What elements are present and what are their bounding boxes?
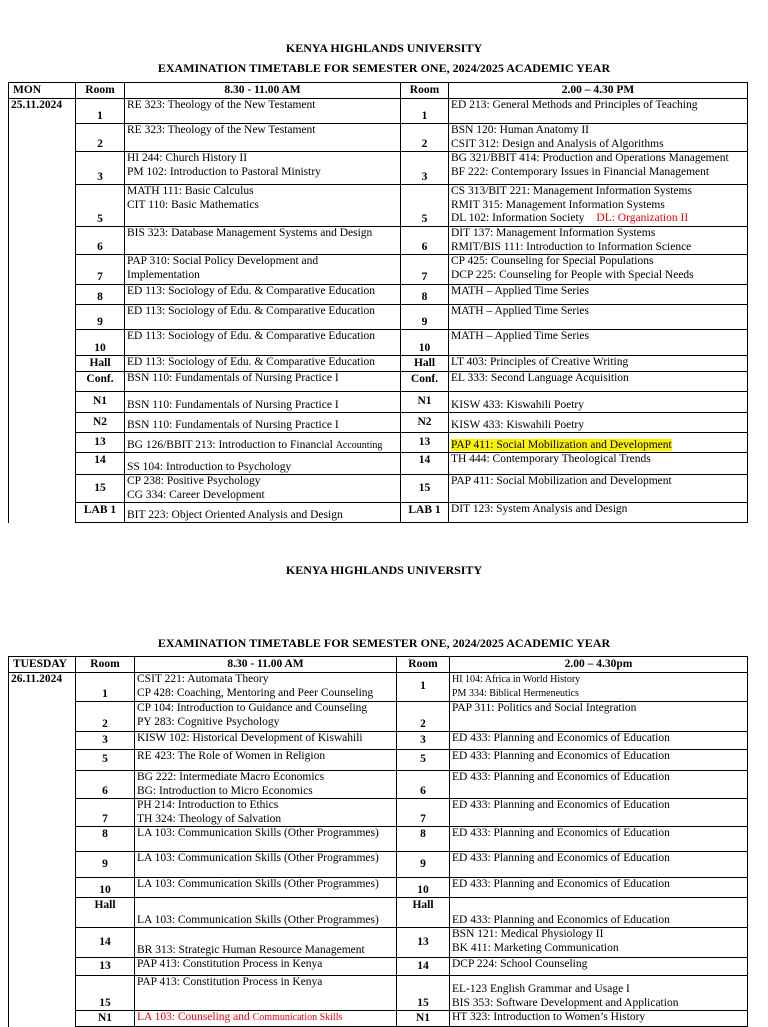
room-cell: 6 bbox=[76, 771, 135, 799]
table-row bbox=[9, 976, 748, 1011]
table-row bbox=[9, 673, 748, 702]
room-cell: 10 bbox=[397, 878, 450, 898]
room-cell: 5 bbox=[76, 750, 135, 771]
room-cell: Hall bbox=[397, 898, 450, 928]
room-cell: 3 bbox=[76, 732, 135, 750]
table-row bbox=[9, 750, 748, 771]
room-cell: 9 bbox=[76, 305, 125, 330]
course-cell: RE 323: Theology of the New Testament bbox=[125, 124, 401, 152]
table-row bbox=[9, 413, 748, 433]
am-session-header: 8.30 - 11.00 AM bbox=[135, 657, 397, 673]
table-row bbox=[9, 185, 748, 227]
course-cell: EL-123 English Grammar and Usage I BIS 353: Software Development and Application bbox=[450, 976, 748, 1011]
table-row bbox=[9, 958, 748, 976]
room-cell: N1 bbox=[76, 392, 125, 413]
room-cell: 13 bbox=[76, 433, 125, 453]
course-cell: BSN 110: Fundamentals of Nursing Practice I bbox=[125, 372, 401, 392]
course-cell: ED 113: Sociology of Edu. & Comparative Education bbox=[125, 285, 401, 305]
room-cell: 15 bbox=[76, 976, 135, 1011]
course-cell: BSN 110: Fundamentals of Nursing Practice I bbox=[125, 413, 401, 433]
am-session-header: 8.30 - 11.00 AM bbox=[125, 83, 401, 99]
table-row bbox=[9, 852, 748, 878]
course-cell: ED 113: Sociology of Edu. & Comparative Education bbox=[125, 356, 401, 372]
course-cell: EL 333: Second Language Acquisition bbox=[449, 372, 748, 392]
room-cell: Hall bbox=[76, 356, 125, 372]
course-cell: KISW 433: Kiswahili Poetry bbox=[449, 392, 748, 413]
course-cell: CP 425: Counseling for Special Populations DCP 225: Counseling for People with Special Needs bbox=[449, 255, 748, 285]
course-cell: MATH – Applied Time Series bbox=[449, 285, 748, 305]
table-row bbox=[9, 330, 748, 356]
room-cell: 10 bbox=[401, 330, 449, 356]
table-row bbox=[9, 372, 748, 392]
course-cell: ED 433: Planning and Economics of Education bbox=[450, 799, 748, 827]
room-cell: 5 bbox=[397, 750, 450, 771]
room-cell: 6 bbox=[397, 771, 450, 799]
course-cell: BSN 121: Medical Physiology II BK 411: Marketing Communication bbox=[450, 928, 748, 958]
course-cell: HI 104: Africa in World History PM 334: Biblical Hermeneutics bbox=[450, 673, 748, 702]
room-cell: Conf. bbox=[76, 372, 125, 392]
room-cell: 9 bbox=[397, 852, 450, 878]
table-row bbox=[9, 255, 748, 285]
room-cell: LAB 1 bbox=[76, 503, 125, 523]
room-cell: 2 bbox=[76, 124, 125, 152]
room-header: Room bbox=[397, 657, 450, 673]
pm-session-header: 2.00 – 4.30pm bbox=[450, 657, 748, 673]
table-row bbox=[9, 503, 748, 523]
room-cell: 13 bbox=[76, 958, 135, 976]
table-row bbox=[9, 99, 748, 124]
room-cell: Hall bbox=[76, 898, 135, 928]
room-cell: 2 bbox=[401, 124, 449, 152]
course-cell: BIS 323: Database Management Systems and Design bbox=[125, 227, 401, 255]
course-cell: PAP 310: Social Policy Development and Implementation bbox=[125, 255, 401, 285]
room-cell: 7 bbox=[76, 255, 125, 285]
date-cell: 25.11.2024 bbox=[9, 99, 76, 523]
course-cell: ED 433: Planning and Economics of Education bbox=[450, 898, 748, 928]
room-header: Room bbox=[76, 83, 125, 99]
room-cell: 15 bbox=[76, 475, 125, 503]
course-cell: ED 113: Sociology of Edu. & Comparative Education bbox=[125, 305, 401, 330]
table-row bbox=[9, 878, 748, 898]
table-row bbox=[9, 227, 748, 255]
course-cell: BR 313: Strategic Human Resource Management bbox=[135, 928, 397, 958]
table-row bbox=[9, 124, 748, 152]
room-cell: 7 bbox=[401, 255, 449, 285]
red-note: LA 103: Counseling and Communication Skills bbox=[137, 1011, 343, 1023]
room-cell: 14 bbox=[76, 453, 125, 475]
course-cell: DIT 123: System Analysis and Design bbox=[449, 503, 748, 523]
course-cell: SS 104: Introduction to Psychology bbox=[125, 453, 401, 475]
university-title: KENYA HIGHLANDS UNIVERSITY bbox=[285, 563, 483, 577]
course-cell: LA 103: Communication Skills (Other Programmes) bbox=[135, 898, 397, 928]
pm-session-header: 2.00 – 4.30 PM bbox=[449, 83, 748, 99]
course-cell: MATH – Applied Time Series bbox=[449, 305, 748, 330]
university-title: KENYA HIGHLANDS UNIVERSITY bbox=[285, 41, 483, 55]
course-cell: BSN 110: Fundamentals of Nursing Practice I bbox=[125, 392, 401, 413]
course-cell: PAP 413: Constitution Process in Kenya bbox=[135, 958, 397, 976]
timetable-title: EXAMINATION TIMETABLE FOR SEMESTER ONE, 2024/2025 ACADEMIC YEAR bbox=[157, 61, 611, 75]
table-row bbox=[9, 827, 748, 852]
tuesday-timetable bbox=[8, 656, 748, 1027]
table-row bbox=[9, 771, 748, 799]
room-cell: 2 bbox=[76, 702, 135, 732]
room-cell: 1 bbox=[401, 99, 449, 124]
room-cell: 14 bbox=[401, 453, 449, 475]
table-row bbox=[9, 285, 748, 305]
table-row bbox=[9, 305, 748, 330]
table-row bbox=[9, 392, 748, 413]
room-cell: LAB 1 bbox=[401, 503, 449, 523]
course-cell: BSN 120: Human Anatomy II CSIT 312: Design and Analysis of Algorithms bbox=[449, 124, 748, 152]
course-cell bbox=[449, 433, 748, 453]
room-cell: 9 bbox=[401, 305, 449, 330]
course-cell: HI 244: Church History II PM 102: Introduction to Pastoral Ministry bbox=[125, 152, 401, 185]
course-cell: CSIT 221: Automata Theory CP 428: Coaching, Mentoring and Peer Counseling bbox=[135, 673, 397, 702]
room-cell: 7 bbox=[76, 799, 135, 827]
date-cell: 26.11.2024 bbox=[9, 673, 76, 1027]
course-cell: TH 444: Contemporary Theological Trends bbox=[449, 453, 748, 475]
room-cell: N1 bbox=[397, 1011, 450, 1027]
course-cell: LA 103: Communication Skills (Other Programmes) bbox=[135, 852, 397, 878]
course-cell: KISW 433: Kiswahili Poetry bbox=[449, 413, 748, 433]
room-cell: 1 bbox=[76, 99, 125, 124]
room-cell: 14 bbox=[397, 958, 450, 976]
red-note: DL: Organization II bbox=[596, 212, 689, 224]
room-cell: 6 bbox=[76, 227, 125, 255]
monday-timetable bbox=[8, 82, 748, 523]
course-cell: CP 104: Introduction to Guidance and Counseling PY 283: Cognitive Psychology bbox=[135, 702, 397, 732]
room-cell: Conf. bbox=[401, 372, 449, 392]
course-cell: RE 423: The Role of Women in Religion bbox=[135, 750, 397, 771]
day-header: MON bbox=[9, 83, 76, 99]
room-cell: 8 bbox=[401, 285, 449, 305]
course-cell: BG 126/BBIT 213: Introduction to Financial Accounting bbox=[125, 433, 401, 453]
room-cell: N2 bbox=[76, 413, 125, 433]
room-header: Room bbox=[401, 83, 449, 99]
room-cell: 9 bbox=[76, 852, 135, 878]
course-cell: LA 103: Communication Skills (Other Programmes) bbox=[135, 827, 397, 852]
room-cell: N1 bbox=[76, 1011, 135, 1027]
course-cell: ED 433: Planning and Economics of Education bbox=[450, 827, 748, 852]
course-cell: ED 433: Planning and Economics of Education bbox=[450, 878, 748, 898]
course-cell: ED 213: General Methods and Principles of Teaching bbox=[449, 99, 748, 124]
course-cell: ED 433: Planning and Economics of Education bbox=[450, 771, 748, 799]
course-cell: ED 113: Sociology of Edu. & Comparative Education bbox=[125, 330, 401, 356]
highlighted-course: PAP 411: Social Mobilization and Development bbox=[451, 438, 672, 451]
room-cell: N1 bbox=[401, 392, 449, 413]
day-header: TUESDAY bbox=[9, 657, 76, 673]
course-cell bbox=[135, 1011, 397, 1027]
course-cell: MATH 111: Basic Calculus CIT 110: Basic Mathematics bbox=[125, 185, 401, 227]
room-cell: 1 bbox=[76, 673, 135, 702]
table-row bbox=[9, 928, 748, 958]
room-cell: 1 bbox=[397, 673, 450, 702]
course-cell: PH 214: Introduction to Ethics TH 324: Theology of Salvation bbox=[135, 799, 397, 827]
course-cell: DCP 224: School Counseling bbox=[450, 958, 748, 976]
course-cell: KISW 102: Historical Development of Kiswahili bbox=[135, 732, 397, 750]
room-cell: 2 bbox=[397, 702, 450, 732]
course-cell: ED 433: Planning and Economics of Education bbox=[450, 852, 748, 878]
room-cell: 15 bbox=[397, 976, 450, 1011]
course-cell: CP 238: Positive Psychology CG 334: Career Development bbox=[125, 475, 401, 503]
course-cell: RE 323: Theology of the New Testament bbox=[125, 99, 401, 124]
table-row bbox=[9, 453, 748, 475]
room-cell: 14 bbox=[76, 928, 135, 958]
table-row bbox=[9, 898, 748, 928]
course-cell: BG 222: Intermediate Macro Economics BG: Introduction to Micro Economics bbox=[135, 771, 397, 799]
table-row bbox=[9, 433, 748, 453]
table-row bbox=[9, 475, 748, 503]
room-cell: 3 bbox=[401, 152, 449, 185]
table-row bbox=[9, 732, 748, 750]
room-cell: 7 bbox=[397, 799, 450, 827]
course-cell: ED 433: Planning and Economics of Education bbox=[450, 750, 748, 771]
course-cell: DIT 137: Management Information Systems RMIT/BIS 111: Introduction to Information Science bbox=[449, 227, 748, 255]
room-cell: 3 bbox=[76, 152, 125, 185]
room-cell: 8 bbox=[76, 827, 135, 852]
room-cell: Hall bbox=[401, 356, 449, 372]
room-cell: 15 bbox=[401, 475, 449, 503]
course-cell: PAP 413: Constitution Process in Kenya bbox=[135, 976, 397, 1011]
course-cell: PAP 411: Social Mobilization and Development bbox=[449, 475, 748, 503]
room-cell: 8 bbox=[397, 827, 450, 852]
room-cell: 3 bbox=[397, 732, 450, 750]
room-cell: 13 bbox=[397, 928, 450, 958]
table-row bbox=[9, 356, 748, 372]
course-cell: BG 321/BBIT 414: Production and Operations Management BF 222: Contemporary Issues in Financial Management bbox=[449, 152, 748, 185]
course-cell: BIT 223: Object Oriented Analysis and Design bbox=[125, 503, 401, 523]
course-cell: ED 433: Planning and Economics of Education bbox=[450, 732, 748, 750]
table-row bbox=[9, 799, 748, 827]
room-cell: 5 bbox=[76, 185, 125, 227]
timetable-title: EXAMINATION TIMETABLE FOR SEMESTER ONE, 2024/2025 ACADEMIC YEAR bbox=[157, 636, 611, 650]
room-cell: 10 bbox=[76, 330, 125, 356]
course-cell: LT 403: Principles of Creative Writing bbox=[449, 356, 748, 372]
room-cell: 10 bbox=[76, 878, 135, 898]
room-cell: 6 bbox=[401, 227, 449, 255]
course-cell: LA 103: Communication Skills (Other Programmes) bbox=[135, 878, 397, 898]
course-cell: MATH – Applied Time Series bbox=[449, 330, 748, 356]
course-cell: CS 313/BIT 221: Management Information Systems RMIT 315: Management Information Systems DL 102: Information Society DL: Organization II bbox=[449, 185, 748, 227]
table-row bbox=[9, 152, 748, 185]
table-row bbox=[9, 702, 748, 732]
course-cell: HT 323: Introduction to Women’s History bbox=[450, 1011, 748, 1027]
table-row bbox=[9, 1011, 748, 1027]
room-cell: 13 bbox=[401, 433, 449, 453]
room-cell: N2 bbox=[401, 413, 449, 433]
room-cell: 5 bbox=[401, 185, 449, 227]
room-cell: 8 bbox=[76, 285, 125, 305]
course-cell: PAP 311: Politics and Social Integration bbox=[450, 702, 748, 732]
room-header: Room bbox=[76, 657, 135, 673]
